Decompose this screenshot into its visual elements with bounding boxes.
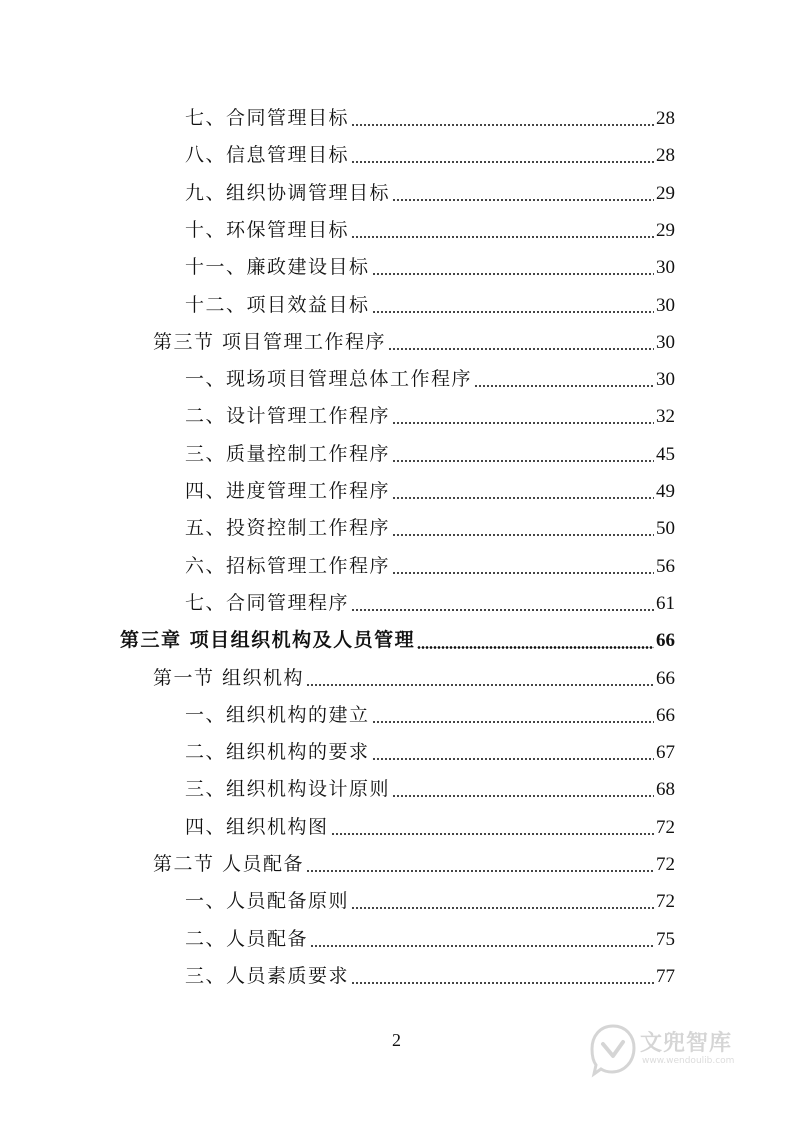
- toc-entry-title: 十一、廉政建设目标: [185, 256, 370, 279]
- toc-entry-title: 八、信息管理目标: [185, 144, 350, 167]
- toc-entry[interactable]: [185, 548, 675, 585]
- toc-leader-dots: [392, 199, 654, 201]
- toc-entry-page: 28: [656, 145, 675, 167]
- toc-entry[interactable]: [185, 287, 675, 324]
- toc-leader-dots: [392, 422, 654, 424]
- toc-entry[interactable]: [185, 958, 675, 995]
- toc-leader-dots: [306, 870, 654, 872]
- toc-entry[interactable]: [185, 175, 675, 212]
- toc-entry-page: 72: [656, 854, 675, 875]
- toc-leader-dots: [351, 236, 654, 238]
- toc-leader-dots: [392, 497, 654, 499]
- toc-entry[interactable]: [185, 249, 675, 286]
- toc-entry-title: 七、合同管理程序: [185, 591, 350, 614]
- toc-entry-title: 七、合同管理目标: [185, 107, 350, 129]
- toc-entry-title: 五、投资控制工作程序: [185, 517, 391, 540]
- toc-entry-page: 30: [656, 331, 675, 353]
- toc-entry[interactable]: [185, 771, 675, 808]
- toc-entry-page: 32: [656, 406, 675, 428]
- toc-entry-page: 61: [656, 592, 675, 614]
- toc-entry-page: 45: [656, 443, 675, 465]
- toc-entry-title: 三、质量控制工作程序: [185, 442, 391, 465]
- toc-entry-page: 68: [656, 779, 675, 801]
- toc-entry-page: 72: [656, 816, 675, 838]
- toc-entry-page: 66: [656, 704, 675, 726]
- toc-leader-dots: [351, 161, 654, 163]
- toc-entry-title: 一、现场项目管理总体工作程序: [185, 368, 473, 391]
- toc-entry-page: 30: [656, 369, 675, 391]
- toc-entry[interactable]: [120, 622, 675, 659]
- wendou-logo-icon: [588, 1022, 638, 1078]
- toc-leader-dots: [351, 124, 654, 126]
- toc-leader-dots: [306, 684, 654, 686]
- toc-entry[interactable]: [185, 361, 675, 398]
- toc-entry[interactable]: [185, 510, 675, 547]
- toc-entry-page: 30: [656, 257, 675, 279]
- toc-entry-page: 56: [656, 555, 675, 577]
- toc-entry-title: 二、人员配备: [185, 927, 309, 950]
- toc-entry-title: 十二、项目效益目标: [185, 293, 370, 316]
- toc-leader-dots: [388, 348, 654, 350]
- toc-entry-title: 第三章 项目组织机构及人员管理: [120, 629, 416, 652]
- toc-entry[interactable]: [185, 921, 675, 958]
- toc-entry[interactable]: [153, 660, 675, 697]
- toc-entry-title: 六、招标管理工作程序: [185, 554, 391, 577]
- toc-entry-title: 第二节 人员配备: [153, 853, 305, 875]
- page-number: 2: [392, 1030, 401, 1050]
- toc-leader-dots: [474, 385, 654, 387]
- toc-entry-page: 28: [656, 108, 675, 129]
- toc-leader-dots: [351, 982, 654, 984]
- toc-entry-page: 50: [656, 518, 675, 540]
- toc-entry-title: 第三节 项目管理工作程序: [153, 330, 387, 353]
- toc-entry[interactable]: [185, 137, 675, 174]
- toc-leader-dots: [417, 646, 654, 649]
- toc-entry-title: 二、设计管理工作程序: [185, 405, 391, 428]
- toc-entry-page: 67: [656, 742, 675, 764]
- toc-entry-title: 二、组织机构的要求: [185, 741, 370, 764]
- toc-entry[interactable]: [185, 436, 675, 473]
- watermark-url: www.wendoulib.com: [642, 1056, 735, 1066]
- toc-leader-dots: [392, 795, 654, 797]
- toc-leader-dots: [372, 721, 654, 723]
- toc-entry-title: 十、环保管理目标: [185, 218, 350, 241]
- toc-leader-dots: [392, 460, 654, 462]
- toc-entry[interactable]: [185, 212, 675, 249]
- toc-entry-title: 九、组织协调管理目标: [185, 181, 391, 204]
- toc-entry-title: 一、人员配备原则: [185, 890, 350, 913]
- toc-leader-dots: [392, 534, 654, 536]
- toc-entry-page: 66: [656, 667, 675, 689]
- toc-entry[interactable]: [185, 697, 675, 734]
- toc-entry[interactable]: [185, 585, 675, 622]
- toc-entry-title: 三、人员素质要求: [185, 964, 350, 987]
- toc-entry-title: 三、组织机构设计原则: [185, 778, 391, 801]
- toc-entry-page: 29: [656, 219, 675, 241]
- toc-entry-page: 66: [656, 630, 675, 652]
- toc-entry-page: 77: [656, 965, 675, 987]
- toc-entry[interactable]: [185, 398, 675, 435]
- toc-entry[interactable]: [185, 883, 675, 920]
- toc-entry-title: 一、组织机构的建立: [185, 703, 370, 726]
- toc-entry[interactable]: [153, 846, 675, 883]
- toc-entry-page: 75: [656, 928, 675, 950]
- toc-leader-dots: [331, 833, 654, 835]
- toc-entry-title: 四、进度管理工作程序: [185, 480, 391, 502]
- toc-leader-dots: [392, 572, 654, 574]
- toc-entry-title: 第一节 组织机构: [153, 666, 305, 689]
- toc-entry-page: 29: [656, 182, 675, 204]
- toc-entry[interactable]: [185, 100, 675, 137]
- toc-leader-dots: [310, 945, 654, 947]
- toc-entry-page: 72: [656, 891, 675, 913]
- toc-leader-dots: [351, 609, 654, 611]
- toc-leader-dots: [372, 311, 654, 313]
- toc-entry[interactable]: [185, 734, 675, 771]
- toc-leader-dots: [351, 907, 654, 909]
- toc-entry[interactable]: [185, 809, 675, 846]
- watermark: [588, 1022, 788, 1082]
- toc-entry-page: 30: [656, 294, 675, 316]
- toc-entry[interactable]: [185, 473, 675, 510]
- toc-leader-dots: [372, 758, 654, 760]
- watermark-brand: 文兜智库: [640, 1031, 733, 1056]
- toc-entry-page: 49: [656, 481, 675, 502]
- toc-leader-dots: [372, 273, 654, 275]
- toc-entry-title: 四、组织机构图: [185, 815, 329, 838]
- toc-entry[interactable]: [153, 324, 675, 361]
